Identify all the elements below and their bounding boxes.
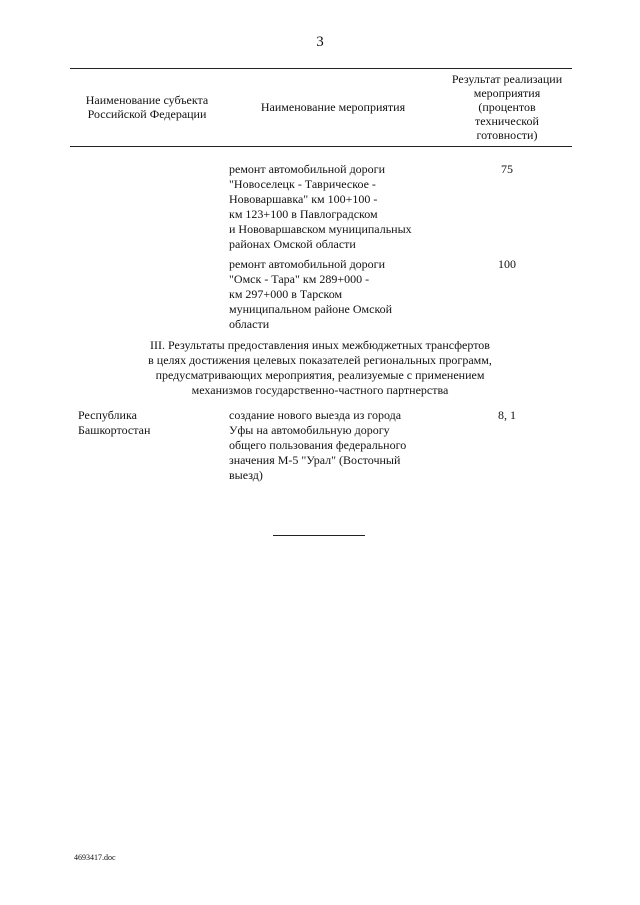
document-id: 4693417.doc [74, 853, 116, 862]
table-row-measure: ремонт автомобильной дороги "Омск - Тара" км 289+000 - км 297+000 в Тарском муниципальном районе Омской области [229, 257, 393, 331]
table-header-bottom-rule [70, 146, 572, 147]
page-number: 3 [316, 34, 324, 50]
table-row-measure: ремонт автомобильной дороги "Новоселецк - Таврическое - Нововаршавка" км 100+100 - км 123+100 в Павлоградском и Нововаршавском муниципальных районах Омской области [229, 162, 412, 251]
column-header-measure-text: Наименование мероприятия [260, 100, 406, 114]
table-header-top-rule [70, 68, 572, 69]
table-row-value: 100 [498, 257, 516, 271]
section-heading: III. Результаты предоставления иных межбюджетных трансфертов в целях достижения целевых показателей региональных программ, предусматривающих мероприятия, реализуемые с применением механизмов государственно-частного партнерства [148, 338, 492, 397]
table-row-region: Республика Башкортостан [78, 408, 151, 437]
column-header-subject [72, 93, 222, 121]
table-row-value: 8, 1 [498, 408, 516, 422]
column-header-result [440, 72, 574, 142]
end-of-document-line [273, 535, 365, 536]
column-header-measure [228, 100, 438, 114]
column-header-result-text: Результат реализации мероприятия (процентов технической готовности) [451, 72, 563, 142]
table-row-value: 75 [501, 162, 513, 176]
table-row-measure: создание нового выезда из города Уфы на автомобильную дорогу общего пользования федерального значения М-5 "Урал" (Восточный выезд) [229, 408, 407, 482]
column-header-subject-text: Наименование субъекта Российской Федерации [85, 93, 209, 121]
